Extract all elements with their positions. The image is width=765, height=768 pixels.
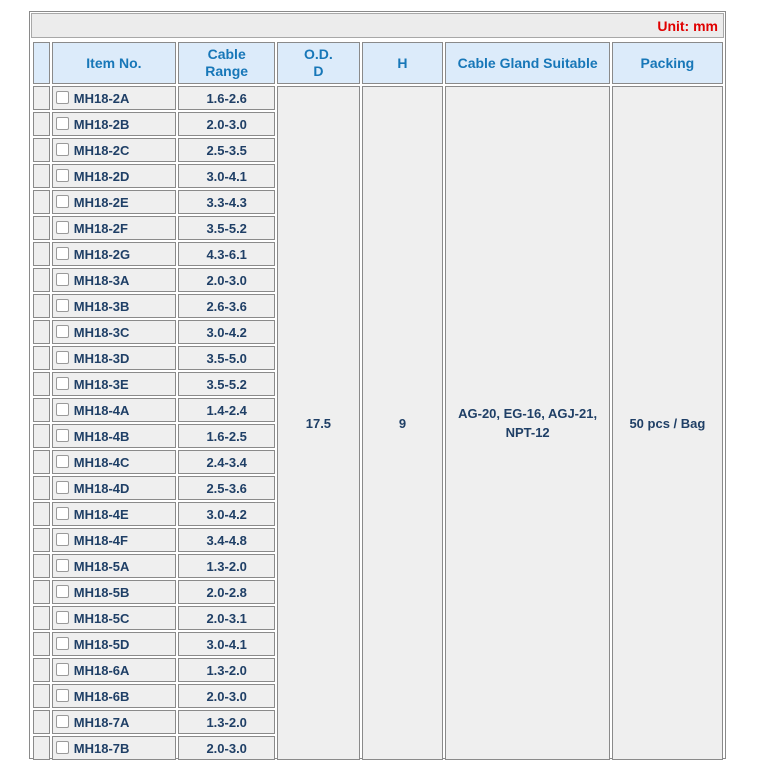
unit-label: Unit: mm (657, 18, 718, 34)
item-cell (52, 86, 176, 110)
item-number: MH18-3A (73, 272, 130, 288)
header-packing: Packing (612, 42, 723, 84)
item-cell (52, 528, 176, 552)
row-select-cell (33, 684, 50, 708)
cable-range-cell: 1.3-2.0 (178, 554, 275, 578)
unit-bar (31, 13, 724, 38)
item-cell (52, 658, 176, 682)
item-number: MH18-2C (73, 142, 130, 158)
cable-range-cell: 1.6-2.5 (178, 424, 275, 448)
item-cell (52, 554, 176, 578)
cable-range-cell: 2.5-3.5 (178, 138, 275, 162)
cable-range-cell: 3.0-4.2 (178, 502, 275, 526)
item-cell (52, 294, 176, 318)
item-number: MH18-5A (73, 558, 130, 574)
item-cell (52, 138, 176, 162)
header-item-no: Item No. (52, 42, 176, 84)
row-select-cell (33, 450, 50, 474)
od-cell (277, 86, 359, 760)
row-select-cell (33, 164, 50, 188)
item-number: MH18-2D (73, 168, 130, 184)
item-number: MH18-2F (73, 220, 128, 236)
item-number: MH18-3E (73, 376, 129, 392)
item-number: MH18-4F (73, 532, 128, 548)
item-number: MH18-6A (73, 662, 130, 678)
product-table-frame (29, 11, 726, 759)
row-select-cell (33, 86, 50, 110)
item-cell (52, 736, 176, 760)
header-gland: Cable Gland Suitable (445, 42, 609, 84)
gland-line1: AG-20, EG-16, AGJ-21, (458, 406, 598, 421)
row-select-cell (33, 632, 50, 656)
item-checkbox[interactable] (56, 117, 69, 130)
header-cable-range (178, 42, 275, 84)
item-checkbox[interactable] (56, 325, 69, 338)
h-cell (362, 86, 444, 760)
cable-range-cell: 3.3-4.3 (178, 190, 275, 214)
item-cell (52, 242, 176, 266)
row-select-cell (33, 658, 50, 682)
item-number: MH18-7A (73, 714, 130, 730)
item-cell (52, 164, 176, 188)
item-cell (52, 398, 176, 422)
item-checkbox[interactable] (56, 611, 69, 624)
item-number: MH18-4D (73, 480, 130, 496)
row-select-cell (33, 242, 50, 266)
header-select (33, 42, 50, 84)
cable-range-cell: 1.3-2.0 (178, 658, 275, 682)
item-checkbox[interactable] (56, 585, 69, 598)
header-od (277, 42, 359, 84)
product-table (31, 40, 725, 762)
item-cell (52, 450, 176, 474)
cable-range-cell: 1.6-2.6 (178, 86, 275, 110)
item-cell (52, 112, 176, 136)
row-select-cell (33, 112, 50, 136)
item-checkbox[interactable] (56, 637, 69, 650)
cable-range-cell: 3.5-5.2 (178, 372, 275, 396)
cable-range-cell: 2.0-3.0 (178, 268, 275, 292)
item-checkbox[interactable] (56, 507, 69, 520)
item-checkbox[interactable] (56, 299, 69, 312)
item-cell (52, 346, 176, 370)
item-number: MH18-4B (73, 428, 130, 444)
cable-range-cell: 2.4-3.4 (178, 450, 275, 474)
cable-range-cell: 3.5-5.2 (178, 216, 275, 240)
item-checkbox[interactable] (56, 169, 69, 182)
row-select-cell (33, 294, 50, 318)
cable-range-cell: 4.3-6.1 (178, 242, 275, 266)
header-h: H (362, 42, 444, 84)
item-number: MH18-5C (73, 610, 130, 626)
item-cell (52, 424, 176, 448)
item-number: MH18-4C (73, 454, 130, 470)
item-checkbox[interactable] (56, 91, 69, 104)
item-cell (52, 372, 176, 396)
item-number: MH18-3C (73, 324, 130, 340)
cable-range-cell: 3.0-4.2 (178, 320, 275, 344)
row-select-cell (33, 476, 50, 500)
item-checkbox[interactable] (56, 559, 69, 572)
header-cable-range-line2: Range (205, 63, 249, 79)
item-checkbox[interactable] (56, 741, 69, 754)
item-number: MH18-2B (73, 116, 130, 132)
item-checkbox[interactable] (56, 351, 69, 364)
row-select-cell (33, 398, 50, 422)
row-select-cell (33, 346, 50, 370)
item-number: MH18-5D (73, 636, 130, 652)
item-checkbox[interactable] (56, 247, 69, 260)
cable-range-cell: 2.0-3.0 (178, 736, 275, 760)
cable-range-cell: 3.0-4.1 (178, 632, 275, 656)
item-cell (52, 710, 176, 734)
row-select-cell (33, 320, 50, 344)
item-number: MH18-5B (73, 584, 130, 600)
item-checkbox[interactable] (56, 663, 69, 676)
cable-range-cell: 3.4-4.8 (178, 528, 275, 552)
item-checkbox[interactable] (56, 455, 69, 468)
item-cell (52, 684, 176, 708)
item-checkbox[interactable] (56, 143, 69, 156)
header-od-line2: D (313, 63, 324, 79)
row-select-cell (33, 528, 50, 552)
item-cell (52, 216, 176, 240)
table-row (33, 86, 723, 110)
row-select-cell (33, 736, 50, 760)
cable-range-cell: 2.6-3.6 (178, 294, 275, 318)
row-select-cell (33, 138, 50, 162)
item-number: MH18-6B (73, 688, 130, 704)
item-checkbox[interactable] (56, 195, 69, 208)
header-cable-range-line1: Cable (207, 46, 246, 62)
header-od-line1: O.D. (304, 46, 333, 62)
item-cell (52, 476, 176, 500)
item-checkbox[interactable] (56, 377, 69, 390)
item-number: MH18-4E (73, 506, 129, 522)
item-checkbox[interactable] (56, 481, 69, 494)
item-checkbox[interactable] (56, 221, 69, 234)
item-checkbox[interactable] (56, 715, 69, 728)
item-number: MH18-3D (73, 350, 130, 366)
packing-cell (612, 86, 723, 760)
item-number: MH18-7B (73, 740, 130, 756)
cable-range-cell: 2.0-3.0 (178, 684, 275, 708)
row-select-cell (33, 216, 50, 240)
row-select-cell (33, 190, 50, 214)
item-cell (52, 632, 176, 656)
item-cell (52, 606, 176, 630)
item-number: MH18-2G (73, 246, 131, 262)
row-select-cell (33, 268, 50, 292)
od-value: 17.5 (305, 415, 332, 431)
row-select-cell (33, 424, 50, 448)
cable-range-cell: 1.3-2.0 (178, 710, 275, 734)
row-select-cell (33, 580, 50, 604)
cable-range-cell: 1.4-2.4 (178, 398, 275, 422)
packing-value: 50 pcs / Bag (629, 415, 706, 431)
item-cell (52, 190, 176, 214)
row-select-cell (33, 554, 50, 578)
header-row (33, 42, 723, 84)
cable-range-cell: 2.0-3.0 (178, 112, 275, 136)
cable-range-cell: 3.5-5.0 (178, 346, 275, 370)
item-cell (52, 320, 176, 344)
item-number: MH18-3B (73, 298, 130, 314)
gland-line2: NPT-12 (505, 425, 550, 440)
row-select-cell (33, 502, 50, 526)
cable-range-cell: 3.0-4.1 (178, 164, 275, 188)
item-checkbox[interactable] (56, 273, 69, 286)
item-checkbox[interactable] (56, 689, 69, 702)
item-checkbox[interactable] (56, 429, 69, 442)
row-select-cell (33, 606, 50, 630)
cable-range-cell: 2.5-3.6 (178, 476, 275, 500)
item-cell (52, 502, 176, 526)
item-cell (52, 268, 176, 292)
item-number: MH18-2E (73, 194, 129, 210)
item-number: MH18-4A (73, 402, 130, 418)
item-checkbox[interactable] (56, 533, 69, 546)
h-value: 9 (398, 415, 407, 431)
cable-range-cell: 2.0-3.1 (178, 606, 275, 630)
gland-cell (445, 86, 609, 760)
item-checkbox[interactable] (56, 403, 69, 416)
row-select-cell (33, 372, 50, 396)
item-number: MH18-2A (73, 90, 130, 106)
item-cell (52, 580, 176, 604)
row-select-cell (33, 710, 50, 734)
cable-range-cell: 2.0-2.8 (178, 580, 275, 604)
